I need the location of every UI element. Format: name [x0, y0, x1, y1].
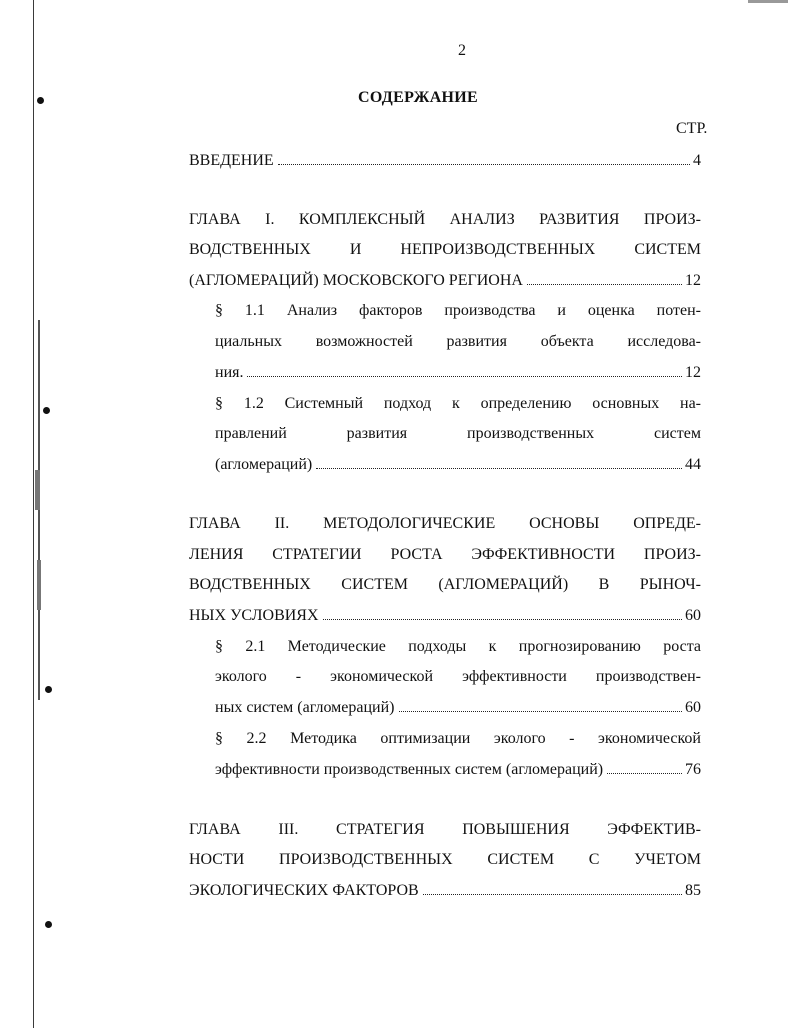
scan-margin-line [33, 0, 34, 1028]
binding-hole [45, 921, 52, 928]
toc-entry-page: 60 [685, 607, 701, 624]
toc-chapter-1-line: ГЛАВА I. КОМПЛЕКСНЫЙ АНАЛИЗ РАЗВИТИЯ ПРОИЗ- [189, 211, 701, 228]
toc-entry-section-2-2[interactable] [215, 760, 701, 780]
toc-entry-page: 44 [685, 456, 701, 473]
toc-section-2-1-line: эколого - экономической эффективности производствен- [215, 668, 701, 685]
scan-binding-streak [38, 320, 40, 700]
toc-chapter-3-line: ГЛАВА III. СТРАТЕГИЯ ПОВЫШЕНИЯ ЭФФЕКТИВ- [189, 821, 701, 838]
toc-entry-introduction[interactable] [189, 151, 701, 171]
toc-entry-page: 76 [685, 761, 701, 778]
toc-section-2-1-line: § 2.1 Методические подходы к прогнозированию роста [215, 638, 701, 655]
leader-dots [423, 894, 682, 895]
toc-entry-page: 12 [685, 272, 701, 289]
toc-entry-text: НЫХ УСЛОВИЯХ [189, 607, 319, 624]
page-column-header: СТР. [676, 120, 708, 137]
leader-dots [323, 619, 682, 620]
leader-dots [247, 376, 682, 377]
toc-entry-section-1-2[interactable] [215, 455, 701, 475]
toc-entry-text: (агломераций) [215, 456, 313, 473]
scan-smudge [35, 470, 40, 510]
toc-entry-section-2-1[interactable] [215, 698, 701, 718]
toc-entry-page: 85 [685, 882, 701, 899]
toc-section-1-2-line: § 1.2 Системный подход к определению основных на- [215, 395, 701, 412]
leader-dots [607, 773, 682, 774]
toc-entry-chapter-2[interactable] [189, 606, 701, 626]
toc-entry-text: ния. [215, 364, 244, 381]
toc-entry-page: 12 [685, 364, 701, 381]
binding-hole [37, 97, 44, 104]
binding-hole [45, 686, 52, 693]
leader-dots [316, 468, 682, 469]
binding-hole [43, 407, 50, 414]
leader-dots [278, 164, 690, 165]
toc-entry-page: 60 [685, 699, 701, 716]
page-number: 2 [458, 42, 466, 59]
toc-entry-chapter-3[interactable] [189, 881, 701, 901]
toc-chapter-1-line: ВОДСТВЕННЫХ И НЕПРОИЗВОДСТВЕННЫХ СИСТЕМ [189, 241, 701, 258]
toc-entry-section-1-1[interactable] [215, 363, 701, 383]
toc-chapter-2-line: ВОДСТВЕННЫХ СИСТЕМ (АГЛОМЕРАЦИЙ) В РЫНОЧ- [189, 576, 701, 593]
scan-smudge [37, 560, 41, 610]
toc-entry-text: ВВЕДЕНИЕ [189, 152, 274, 169]
toc-section-2-2-line: § 2.2 Методика оптимизации эколого - экономической [215, 730, 701, 747]
toc-entry-text: ЭКОЛОГИЧЕСКИХ ФАКТОРОВ [189, 882, 419, 899]
leader-dots [399, 711, 683, 712]
toc-chapter-2-line: ЛЕНИЯ СТРАТЕГИИ РОСТА ЭФФЕКТИВНОСТИ ПРОИЗ- [189, 546, 701, 563]
toc-section-1-1-line: § 1.1 Анализ факторов производства и оценка потен- [215, 302, 701, 319]
toc-entry-text: ных систем (агломераций) [215, 699, 395, 716]
toc-entry-chapter-1[interactable] [189, 271, 701, 291]
toc-section-1-2-line: правлений развития производственных систем [215, 425, 701, 442]
toc-chapter-2-line: ГЛАВА II. МЕТОДОЛОГИЧЕСКИЕ ОСНОВЫ ОПРЕДЕ- [189, 515, 701, 532]
scan-corner-mark [748, 0, 788, 3]
toc-section-1-1-line: циальных возможностей развития объекта исследова- [215, 333, 701, 350]
toc-entry-text: (АГЛОМЕРАЦИЙ) МОСКОВСКОГО РЕГИОНА [189, 272, 523, 289]
leader-dots [527, 284, 682, 285]
page-title: СОДЕРЖАНИЕ [357, 89, 479, 106]
toc-chapter-3-line: НОСТИ ПРОИЗВОДСТВЕННЫХ СИСТЕМ С УЧЕТОМ [189, 851, 701, 868]
toc-entry-text: эффективности производственных систем (агломераций) [215, 761, 604, 778]
toc-entry-page: 4 [693, 152, 701, 169]
